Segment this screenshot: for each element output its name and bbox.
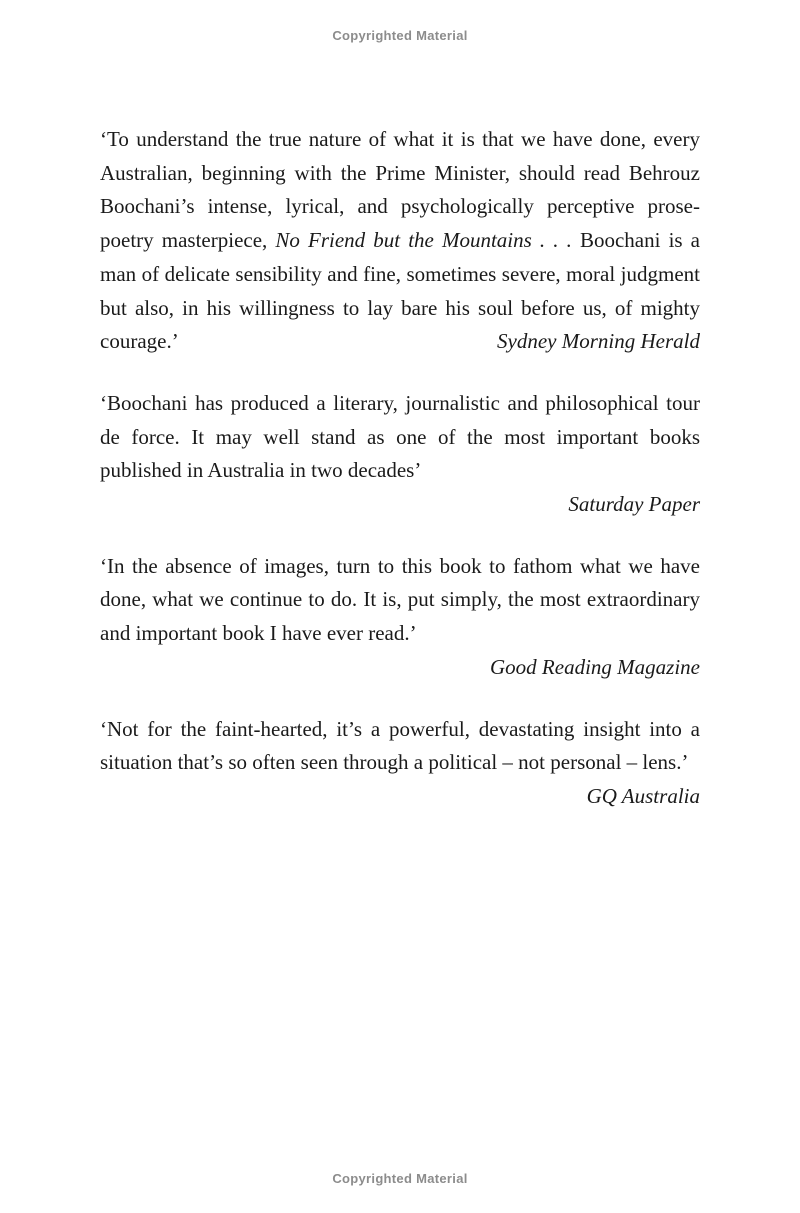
attribution: Good Reading Magazine <box>490 654 700 679</box>
praise-quotes-section <box>100 123 701 808</box>
quote-text-after-title: Boochani is a man of delicate sensibility and fine, sometimes severe, moral judgment but also, in his willingness to lay bare his soul before us, of mighty courage.’ <box>100 228 701 354</box>
quote-text-before-title: ‘To understand the true nature of what it is that we have done, every Australian, beginning with the Prime Minister, should read Behrouz Boochani’s intense, lyrical, and psychologically perceptive prose-poetry masterpiece, <box>100 127 700 253</box>
quote-text: ‘Not for the faint-hearted, it’s a powerful, devastating insight into a situation that’s so often seen through a political – not personal – lens.’ <box>100 716 700 775</box>
quote-text: ‘In the absence of images, turn to this book to fathom what we have done, what we continue to do. It is, put simply, the most extraordinary and important book I have ever read.’ <box>100 553 700 646</box>
copyright-notice-top: Copyrighted Material <box>332 28 468 43</box>
quote-paragraph <box>100 123 700 359</box>
quote-good-reading-magazine <box>100 550 700 685</box>
quote-paragraph <box>100 550 700 651</box>
quote-sydney-morning-herald <box>100 123 700 359</box>
attribution: Saturday Paper <box>568 492 700 517</box>
quote-saturday-paper <box>100 387 700 522</box>
attribution: GQ Australia <box>586 783 700 808</box>
quote-gq-australia <box>100 713 700 808</box>
quote-paragraph <box>100 713 700 808</box>
quote-text: ‘Boochani has produced a literary, journalistic and philosophical tour de force. It may well stand as one of the most important books published in Australia in two decades’ <box>100 390 700 483</box>
attribution: Sydney Morning Herald <box>497 329 700 354</box>
book-title: No Friend but the Mountains . . . <box>275 228 572 253</box>
quote-paragraph <box>100 387 700 488</box>
copyright-notice-bottom: Copyrighted Material <box>332 1171 468 1186</box>
